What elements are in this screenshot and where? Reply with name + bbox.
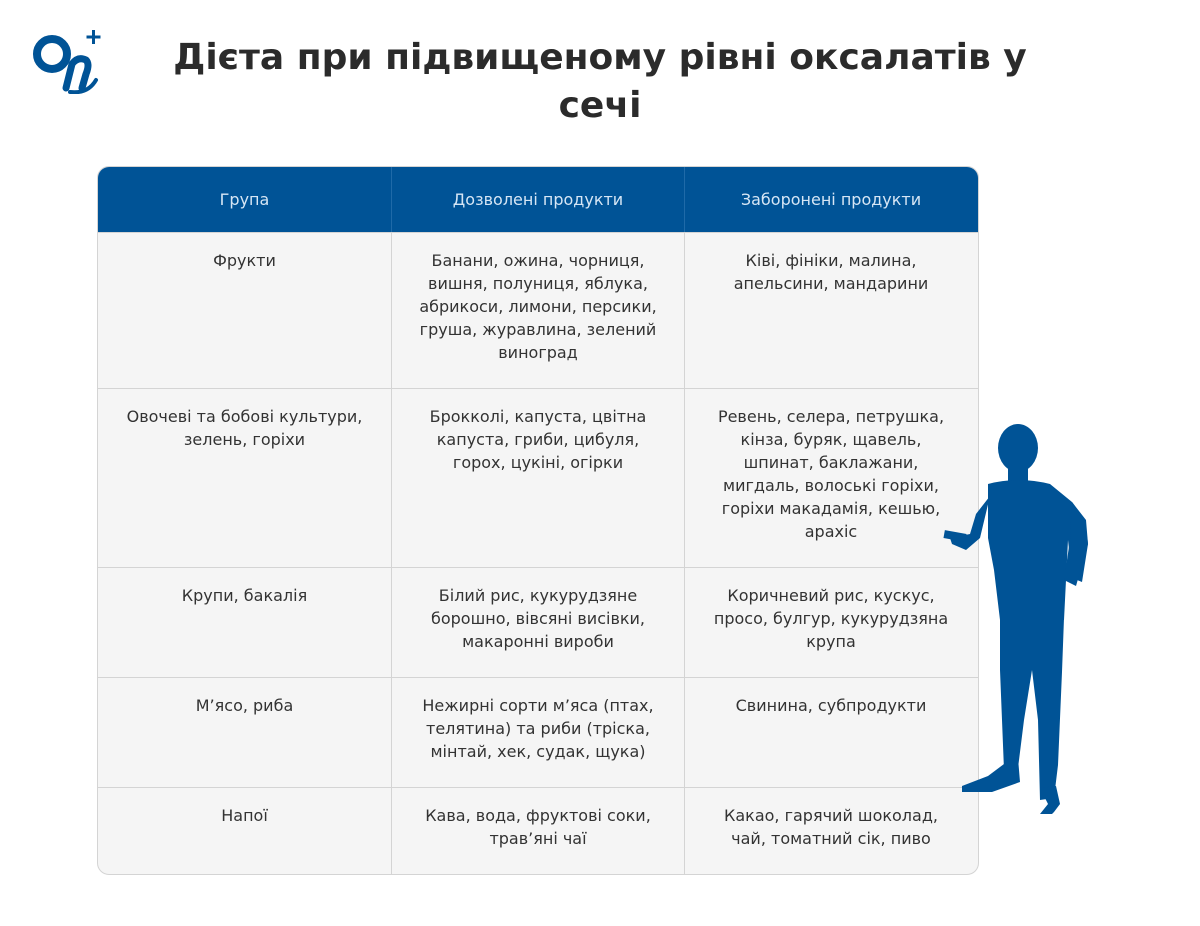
header-group: Група [219,190,270,209]
forbidden-cell: Какао, гарячий шоколад, чай, томатний сік, пиво [684,788,977,874]
table-row [98,677,978,787]
allowed-cell: Нежирні сорти м’яса (птах, телятина) та риби (тріска, мінтай, хек, судак, щука) [391,678,684,787]
group-cell: М’ясо, риба [195,696,294,715]
table-header-row [98,167,978,232]
forbidden-cell: Коричневий рис, кускус, просо, булгур, кукурудзяна крупа [684,568,977,677]
forbidden-cell: Свинина, субпродукти [684,678,977,787]
header-forbidden: Заборонені продукти [684,167,977,232]
allowed-cell: Банани, ожина, чорниця, вишня, полуниця, яблука, абрикоси, лимони, персики, груша, журавлина, зелений виноград [391,233,684,388]
allowed-cell: Брокколі, капуста, цвітна капуста, гриби, цибуля, горох, цукіні, огірки [391,389,684,567]
forbidden-cell: Ківі, фініки, малина, апельсини, мандарини [684,233,977,388]
page-title: Дієта при підвищеному рівні оксалатів у сечі [173,37,1027,126]
table-row [98,567,978,677]
table-row [98,787,978,874]
group-cell: Крупи, бакалія [181,586,308,605]
header-allowed: Дозволені продукти [391,167,684,232]
person-with-phone-icon [940,420,1100,820]
table-row [98,232,978,388]
group-cell: Овочеві та бобові культури, зелень, горіхи [126,407,363,449]
allowed-cell: Кава, вода, фруктові соки, трав’яні чаї [391,788,684,874]
forbidden-cell: Ревень, селера, петрушка, кінза, буряк, щавель, шпинат, баклажани, мигдаль, волоські горіхи, горіхи макадамія, кешью, арахіс [684,389,977,567]
brand-logo-icon [30,28,106,94]
table-row [98,388,978,567]
group-cell: Напої [221,806,268,825]
group-cell: Фрукти [213,251,276,270]
diet-table [97,166,979,875]
allowed-cell: Білий рис, кукурудзяне борошно, вівсяні висівки, макаронні вироби [391,568,684,677]
